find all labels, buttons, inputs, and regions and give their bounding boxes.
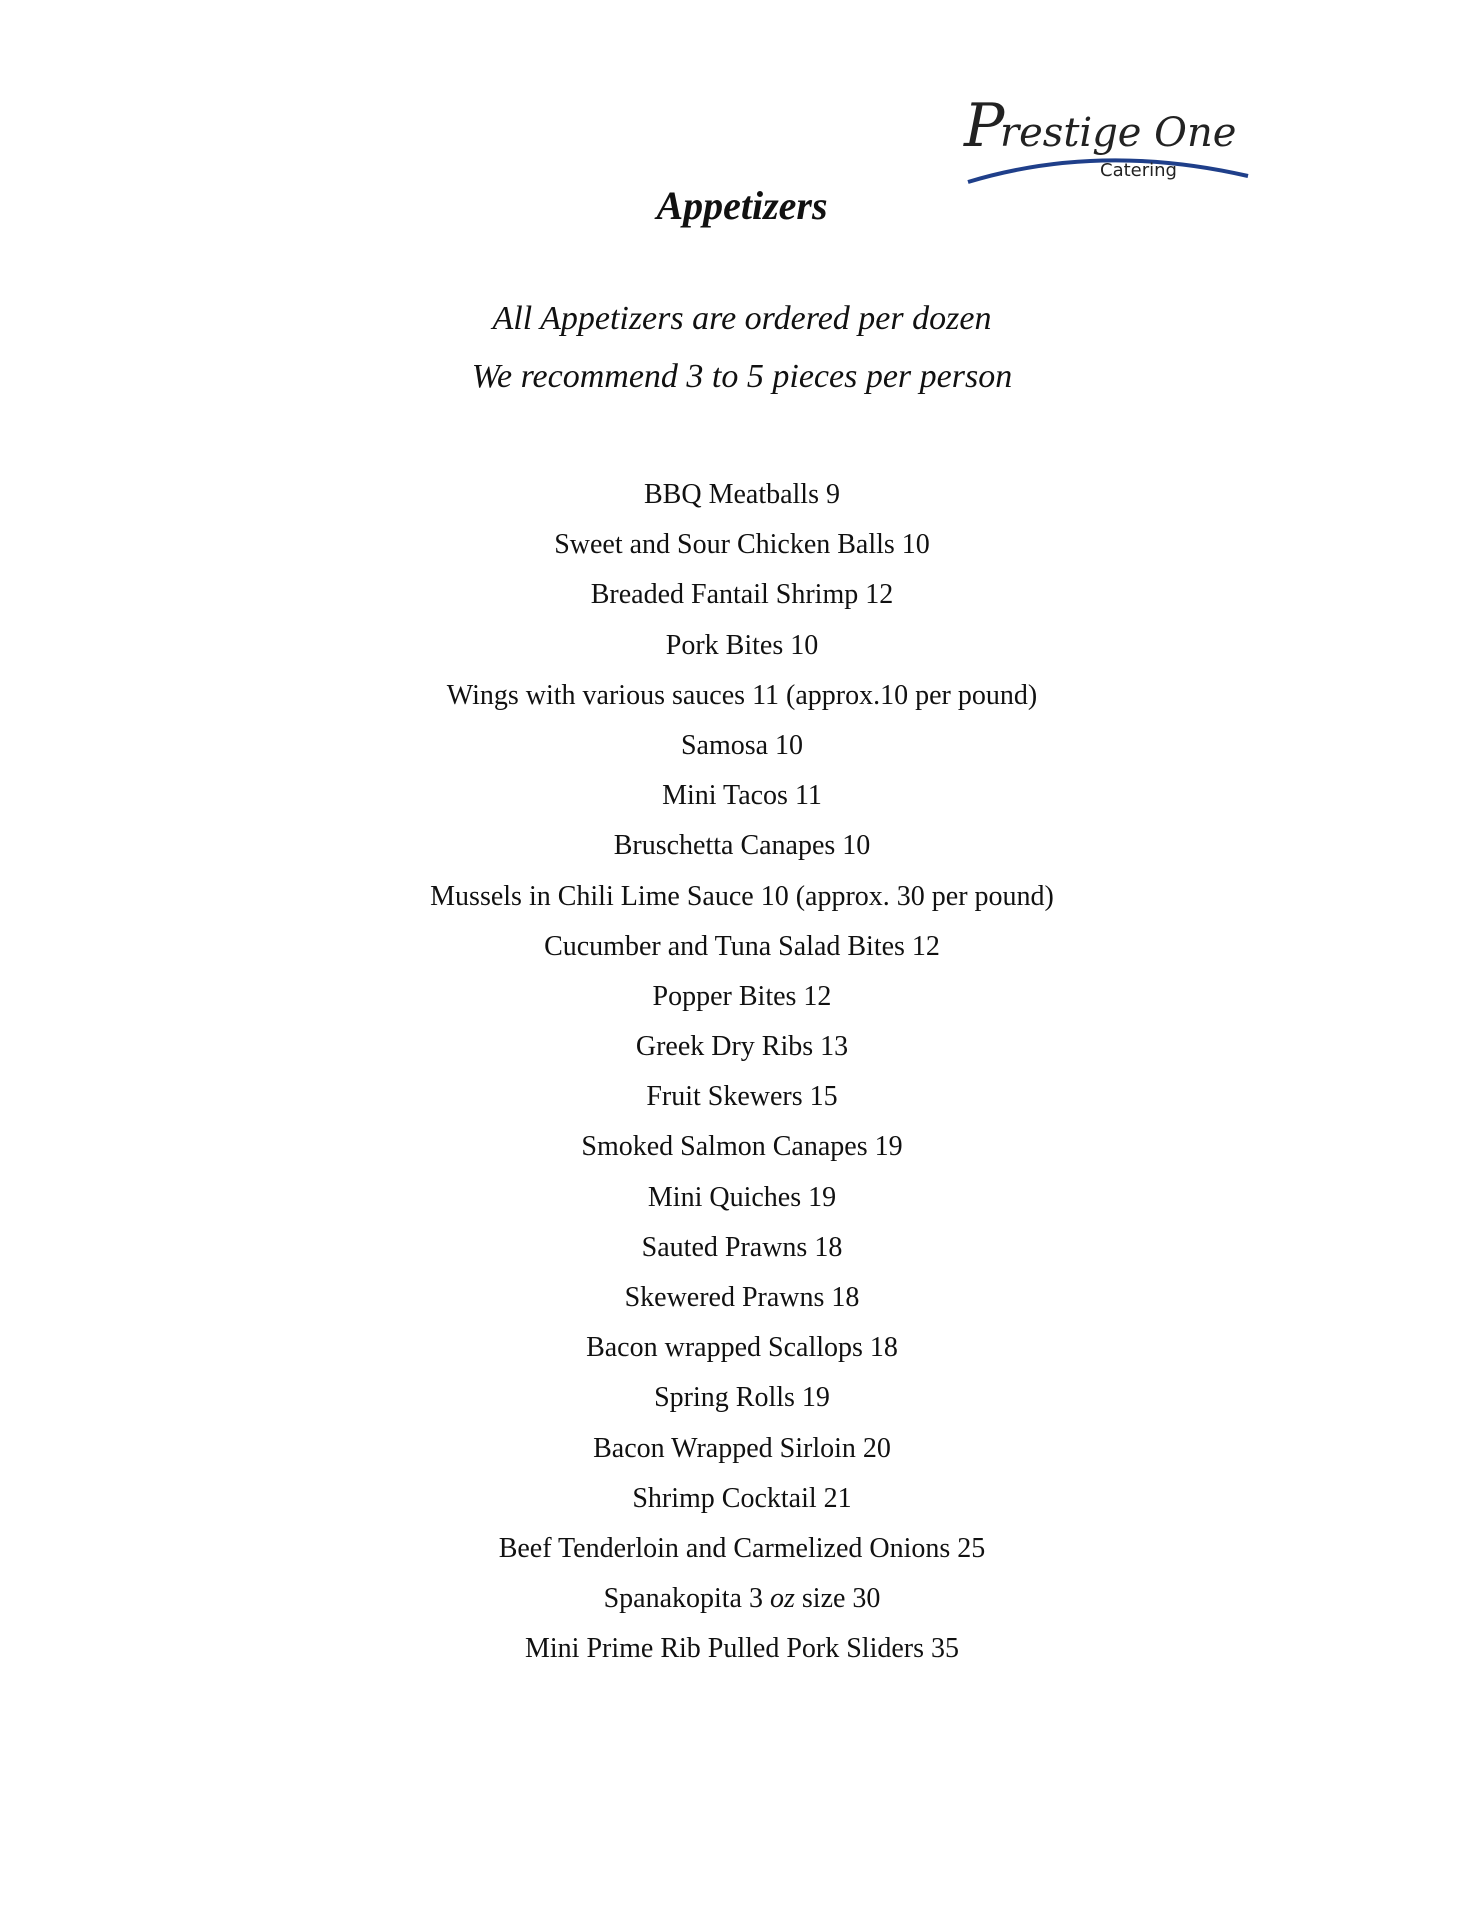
menu-item-text: Shrimp Cocktail 21 [632, 1482, 852, 1514]
serving-recommendation: We recommend 3 to 5 pieces per person [471, 358, 1013, 395]
menu-item-text: Smoked Salmon Canapes 19 [581, 1131, 903, 1163]
menu-item-text: Fruit Skewers 15 [646, 1081, 838, 1113]
menu-item-text: Mini Quiches 19 [647, 1181, 837, 1213]
menu-item-text: Spanakopita 3 [603, 1583, 770, 1615]
appetizer-list [0, 470, 1484, 1675]
menu-item [0, 1173, 1484, 1223]
menu-item-text: Sweet and Sour Chicken Balls 10 [554, 529, 930, 561]
menu-item-suffix: size 30 [794, 1583, 881, 1615]
menu-item [0, 1122, 1484, 1172]
ordering-note: All Appetizers are ordered per dozen [492, 300, 992, 337]
menu-item-text: Beef Tenderloin and Carmelized Onions 25 [498, 1532, 986, 1564]
menu-item-text: Spring Rolls 19 [654, 1382, 830, 1414]
menu-item [0, 1223, 1484, 1273]
menu-item [0, 671, 1484, 721]
menu-item [0, 922, 1484, 972]
menu-item-text: Pork Bites 10 [665, 629, 819, 661]
menu-item-text: Mini Prime Rib Pulled Pork Sliders 35 [524, 1633, 960, 1665]
menu-item [0, 1624, 1484, 1674]
menu-item [0, 1072, 1484, 1122]
prestige-one-logo [950, 82, 1270, 192]
menu-item [0, 821, 1484, 871]
menu-item-text: Breaded Fantail Shrimp 12 [590, 579, 894, 611]
menu-item [0, 1524, 1484, 1574]
menu-item [0, 1574, 1484, 1624]
menu-item [0, 721, 1484, 771]
menu-item-text: Skewered Prawns 18 [624, 1282, 860, 1313]
menu-item [0, 1273, 1484, 1323]
menu-item [0, 1373, 1484, 1423]
svg-text:restige One: restige One [1000, 110, 1237, 156]
menu-item [0, 1474, 1484, 1524]
menu-item [0, 972, 1484, 1022]
menu-item-text: Bruschetta Canapes 10 [613, 830, 871, 862]
menu-item-text: Greek Dry Ribs 13 [635, 1031, 849, 1063]
menu-item-text: Bacon Wrapped Sirloin 20 [593, 1432, 891, 1464]
menu-item [0, 520, 1484, 570]
menu-item-text: Wings with various sauces 11 (approx.10 per pound) [446, 679, 1038, 711]
menu-item [0, 621, 1484, 671]
menu-item-text: Cucumber and Tuna Salad Bites 12 [544, 930, 940, 962]
menu-item-text: Bacon wrapped Scallops 18 [586, 1332, 898, 1364]
menu-item [0, 570, 1484, 620]
menu-item [0, 1022, 1484, 1072]
menu-item-text: Popper Bites 12 [652, 980, 832, 1012]
svg-text:Catering: Catering [1100, 160, 1177, 181]
page-title: Appetizers [656, 183, 828, 228]
menu-item [0, 1323, 1484, 1373]
menu-item-text: Mini Tacos 11 [662, 780, 822, 812]
menu-item-text: BBQ Meatballs 9 [644, 479, 840, 510]
menu-item-text: Mussels in Chili Lime Sauce 10 (approx. 30 per pound) [430, 880, 1054, 912]
menu-item-unit: oz [769, 1583, 795, 1615]
menu-item [0, 470, 1484, 520]
menu-item-text: Sauted Prawns 18 [641, 1231, 843, 1263]
menu-item [0, 771, 1484, 821]
menu-item [0, 1424, 1484, 1474]
menu-item-text: Samosa 10 [680, 729, 804, 761]
svg-text:P: P [964, 91, 1005, 161]
menu-item [0, 872, 1484, 922]
